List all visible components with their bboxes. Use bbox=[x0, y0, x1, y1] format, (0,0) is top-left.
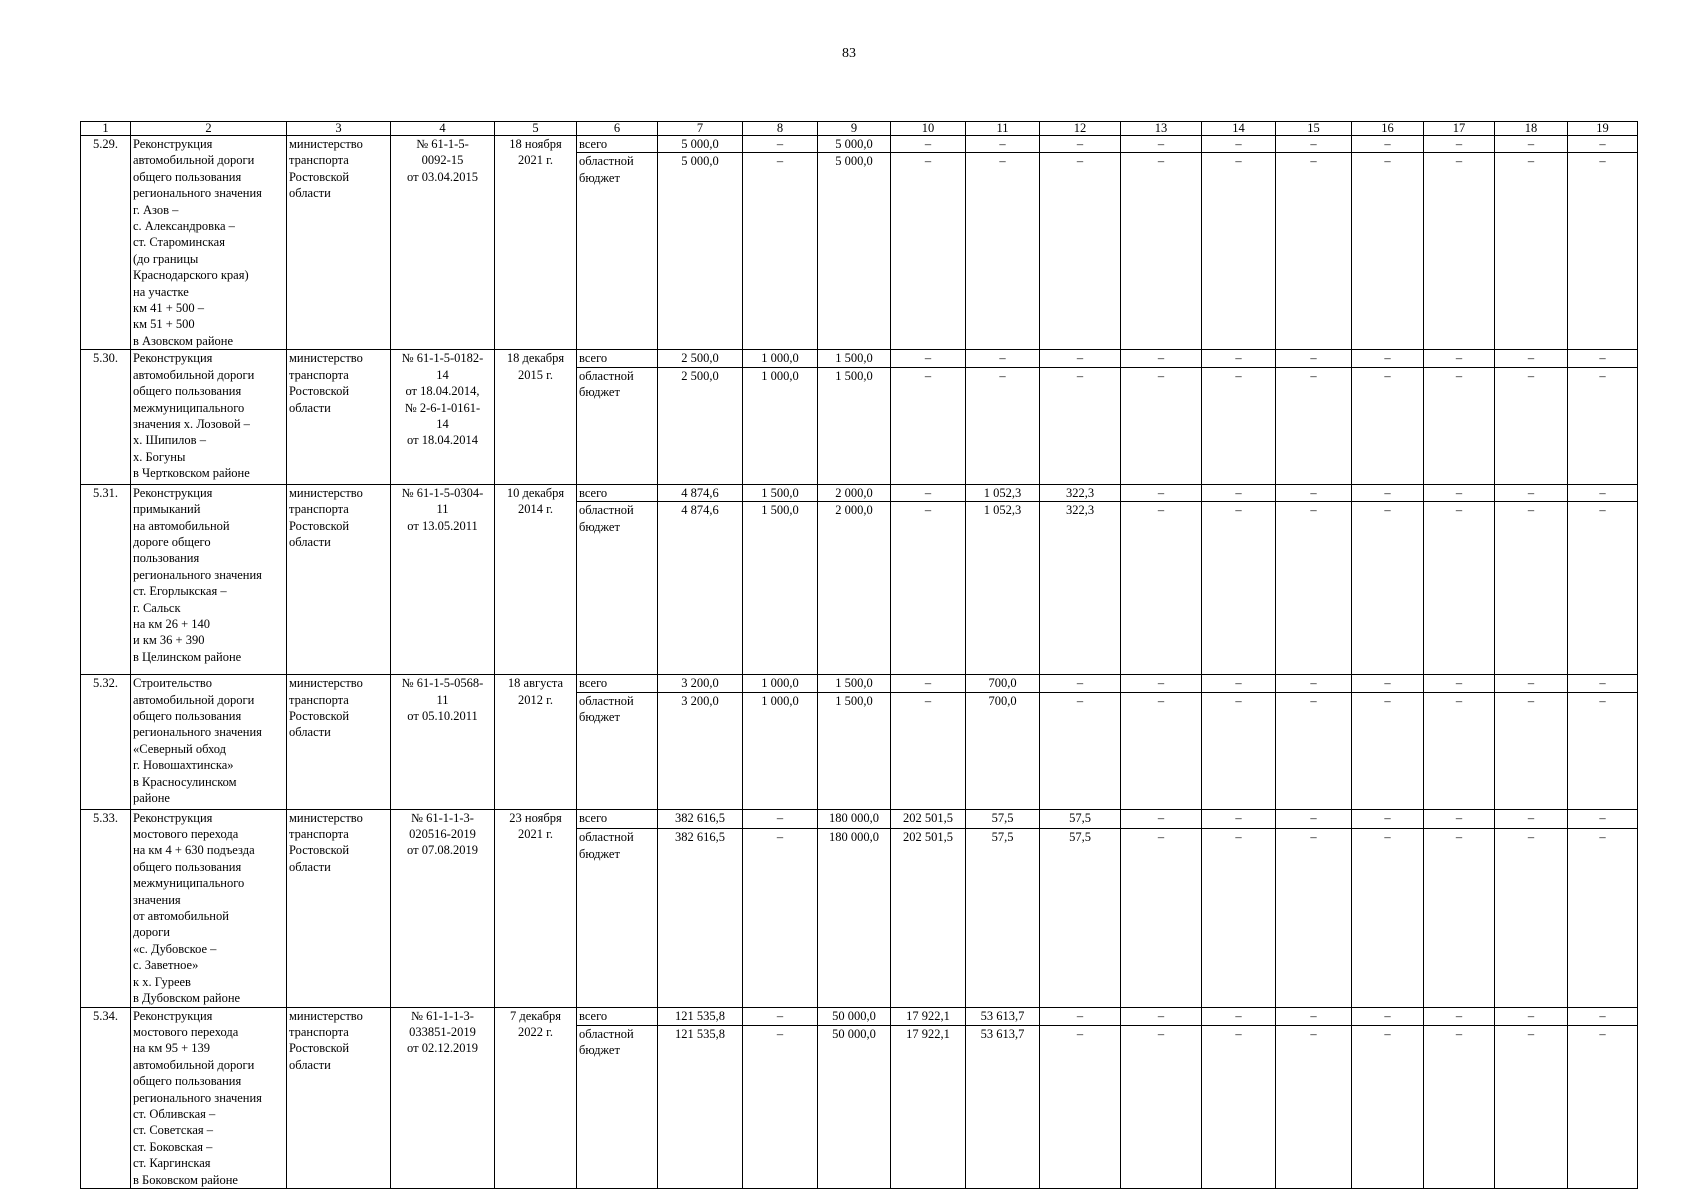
value-cell: 57,5 bbox=[1040, 809, 1121, 829]
value-cell: – bbox=[1352, 502, 1424, 675]
value-cell: – bbox=[1202, 1025, 1276, 1188]
customer-org: министерство транспорта Ростовской области bbox=[287, 350, 391, 484]
value-cell: – bbox=[1202, 350, 1276, 367]
value-cell: 1 500,0 bbox=[818, 692, 891, 809]
customer-org: министерство транспорта Ростовской области bbox=[287, 809, 391, 1007]
funding-source: всего bbox=[577, 350, 658, 367]
expertise-doc: № 61-1-5-0304- 11 от 13.05.2011 bbox=[391, 484, 495, 674]
value-cell: – bbox=[1121, 502, 1202, 675]
value-cell: 57,5 bbox=[966, 829, 1040, 1007]
column-number: 10 bbox=[891, 122, 966, 136]
value-cell: 57,5 bbox=[966, 809, 1040, 829]
column-number: 7 bbox=[658, 122, 743, 136]
value-cell: – bbox=[1495, 153, 1568, 350]
value-cell: – bbox=[1568, 829, 1638, 1007]
funding-source: областной бюджет bbox=[577, 153, 658, 350]
value-cell: 700,0 bbox=[966, 692, 1040, 809]
value-cell: – bbox=[1121, 1007, 1202, 1025]
value-cell: 1 000,0 bbox=[743, 675, 818, 692]
table-row bbox=[81, 675, 1638, 692]
value-cell: – bbox=[1202, 367, 1276, 484]
funding-source: областной бюджет bbox=[577, 692, 658, 809]
value-cell: 3 200,0 bbox=[658, 692, 743, 809]
value-cell: – bbox=[1276, 1025, 1352, 1188]
value-cell: – bbox=[966, 136, 1040, 153]
value-cell: – bbox=[1202, 502, 1276, 675]
value-cell: – bbox=[891, 367, 966, 484]
value-cell: – bbox=[1568, 502, 1638, 675]
value-cell: – bbox=[1495, 502, 1568, 675]
value-cell: – bbox=[1121, 367, 1202, 484]
table-row bbox=[81, 484, 1638, 501]
value-cell: 1 500,0 bbox=[818, 367, 891, 484]
value-cell: – bbox=[1040, 153, 1121, 350]
completion-date: 10 декабря 2014 г. bbox=[495, 484, 577, 674]
value-cell: – bbox=[891, 692, 966, 809]
item-number: 5.31. bbox=[81, 484, 131, 674]
column-number: 4 bbox=[391, 122, 495, 136]
column-number: 14 bbox=[1202, 122, 1276, 136]
value-cell: – bbox=[1424, 1007, 1495, 1025]
value-cell: – bbox=[1202, 1007, 1276, 1025]
value-cell: – bbox=[1352, 1025, 1424, 1188]
column-number: 9 bbox=[818, 122, 891, 136]
value-cell: – bbox=[1276, 484, 1352, 501]
expertise-doc: № 61-1-5-0182- 14 от 18.04.2014, № 2-6-1-0161- 14 от 18.04.2014 bbox=[391, 350, 495, 484]
item-number: 5.33. bbox=[81, 809, 131, 1007]
value-cell: 1 000,0 bbox=[743, 692, 818, 809]
value-cell: 1 500,0 bbox=[818, 675, 891, 692]
customer-org: министерство транспорта Ростовской области bbox=[287, 484, 391, 674]
completion-date: 18 августа 2012 г. bbox=[495, 675, 577, 809]
value-cell: 17 922,1 bbox=[891, 1007, 966, 1025]
funding-source: всего bbox=[577, 136, 658, 153]
value-cell: – bbox=[1276, 502, 1352, 675]
column-number: 15 bbox=[1276, 122, 1352, 136]
value-cell: 382 616,5 bbox=[658, 809, 743, 829]
column-number: 16 bbox=[1352, 122, 1424, 136]
expertise-doc: № 61-1-5- 0092-15 от 03.04.2015 bbox=[391, 136, 495, 350]
customer-org: министерство транспорта Ростовской области bbox=[287, 1007, 391, 1188]
value-cell: – bbox=[1424, 350, 1495, 367]
object-name: Реконструкция примыканий на автомобильной дороге общего пользования регионального значения ст. Егорлыкская – г. Сальск на км 26 + 140 и км 36 + 390 в Целинском районе bbox=[131, 484, 287, 674]
funding-source: всего bbox=[577, 484, 658, 501]
value-cell: 5 000,0 bbox=[658, 153, 743, 350]
value-cell: – bbox=[1202, 153, 1276, 350]
value-cell: 5 000,0 bbox=[818, 136, 891, 153]
value-cell: – bbox=[891, 153, 966, 350]
value-cell: – bbox=[891, 136, 966, 153]
page-number: 83 bbox=[842, 46, 856, 61]
value-cell: – bbox=[1121, 484, 1202, 501]
funding-source: областной бюджет bbox=[577, 367, 658, 484]
value-cell: – bbox=[1276, 367, 1352, 484]
item-number: 5.34. bbox=[81, 1007, 131, 1188]
column-number-row bbox=[81, 122, 1638, 136]
value-cell: – bbox=[1495, 675, 1568, 692]
value-cell: 1 000,0 bbox=[743, 350, 818, 367]
value-cell: 50 000,0 bbox=[818, 1007, 891, 1025]
value-cell: – bbox=[1568, 484, 1638, 501]
value-cell: – bbox=[1121, 675, 1202, 692]
value-cell: – bbox=[1121, 136, 1202, 153]
value-cell: – bbox=[891, 484, 966, 501]
value-cell: 180 000,0 bbox=[818, 829, 891, 1007]
value-cell: 50 000,0 bbox=[818, 1025, 891, 1188]
value-cell: 700,0 bbox=[966, 675, 1040, 692]
item-number: 5.30. bbox=[81, 350, 131, 484]
value-cell: – bbox=[1424, 484, 1495, 501]
value-cell: 1 052,3 bbox=[966, 484, 1040, 501]
column-number: 17 bbox=[1424, 122, 1495, 136]
value-cell: – bbox=[1040, 136, 1121, 153]
investment-table bbox=[80, 121, 1638, 1189]
value-cell: 4 874,6 bbox=[658, 484, 743, 501]
value-cell: – bbox=[743, 829, 818, 1007]
column-number: 13 bbox=[1121, 122, 1202, 136]
value-cell: – bbox=[1352, 367, 1424, 484]
value-cell: 17 922,1 bbox=[891, 1025, 966, 1188]
value-cell: – bbox=[1495, 367, 1568, 484]
object-name: Реконструкция автомобильной дороги общего пользования межмуниципального значения х. Лозовой – х. Шипилов – х. Богуны в Чертковском районе bbox=[131, 350, 287, 484]
value-cell: – bbox=[1495, 809, 1568, 829]
value-cell: 382 616,5 bbox=[658, 829, 743, 1007]
value-cell: – bbox=[966, 367, 1040, 484]
column-number: 18 bbox=[1495, 122, 1568, 136]
value-cell: 1 052,3 bbox=[966, 502, 1040, 675]
value-cell: – bbox=[1568, 809, 1638, 829]
column-number: 1 bbox=[81, 122, 131, 136]
value-cell: – bbox=[1424, 829, 1495, 1007]
value-cell: – bbox=[966, 153, 1040, 350]
table-row bbox=[81, 136, 1638, 153]
column-number: 8 bbox=[743, 122, 818, 136]
value-cell: 2 500,0 bbox=[658, 367, 743, 484]
value-cell: – bbox=[1202, 809, 1276, 829]
value-cell: – bbox=[1276, 136, 1352, 153]
column-number: 6 bbox=[577, 122, 658, 136]
value-cell: – bbox=[1276, 675, 1352, 692]
value-cell: – bbox=[1276, 692, 1352, 809]
value-cell: – bbox=[1121, 350, 1202, 367]
value-cell: – bbox=[1276, 809, 1352, 829]
value-cell: – bbox=[1040, 1007, 1121, 1025]
value-cell: – bbox=[891, 350, 966, 367]
completion-date: 18 ноября 2021 г. bbox=[495, 136, 577, 350]
value-cell: 322,3 bbox=[1040, 484, 1121, 501]
column-number: 3 bbox=[287, 122, 391, 136]
value-cell: – bbox=[1495, 350, 1568, 367]
value-cell: – bbox=[1495, 692, 1568, 809]
value-cell: – bbox=[1352, 692, 1424, 809]
funding-source: всего bbox=[577, 809, 658, 829]
table-row bbox=[81, 350, 1638, 367]
value-cell: 57,5 bbox=[1040, 829, 1121, 1007]
value-cell: – bbox=[1568, 675, 1638, 692]
value-cell: 202 501,5 bbox=[891, 809, 966, 829]
value-cell: – bbox=[1121, 153, 1202, 350]
value-cell: – bbox=[1424, 367, 1495, 484]
value-cell: – bbox=[966, 350, 1040, 367]
value-cell: – bbox=[1276, 153, 1352, 350]
value-cell: – bbox=[1495, 136, 1568, 153]
funding-source: областной бюджет bbox=[577, 829, 658, 1007]
completion-date: 7 декабря 2022 г. bbox=[495, 1007, 577, 1188]
value-cell: 1 500,0 bbox=[743, 502, 818, 675]
value-cell: – bbox=[1352, 136, 1424, 153]
value-cell: 121 535,8 bbox=[658, 1007, 743, 1025]
object-name: Реконструкция автомобильной дороги общего пользования регионального значения г. Азов – с. Александровка – ст. Староминская (до границы Краснодарского края) на участке км 41 + 500 – км 51 + 500 в Азовском районе bbox=[131, 136, 287, 350]
value-cell: 53 613,7 bbox=[966, 1007, 1040, 1025]
value-cell: – bbox=[1352, 350, 1424, 367]
value-cell: 202 501,5 bbox=[891, 829, 966, 1007]
value-cell: 2 500,0 bbox=[658, 350, 743, 367]
value-cell: – bbox=[1495, 1007, 1568, 1025]
value-cell: – bbox=[1424, 502, 1495, 675]
value-cell: – bbox=[1352, 809, 1424, 829]
value-cell: 5 000,0 bbox=[658, 136, 743, 153]
column-number: 19 bbox=[1568, 122, 1638, 136]
value-cell: – bbox=[1352, 829, 1424, 1007]
value-cell: – bbox=[1424, 692, 1495, 809]
value-cell: 5 000,0 bbox=[818, 153, 891, 350]
value-cell: – bbox=[1040, 692, 1121, 809]
value-cell: – bbox=[743, 136, 818, 153]
value-cell: – bbox=[1495, 829, 1568, 1007]
expertise-doc: № 61-1-1-3- 020516-2019 от 07.08.2019 bbox=[391, 809, 495, 1007]
item-number: 5.32. bbox=[81, 675, 131, 809]
value-cell: – bbox=[1202, 675, 1276, 692]
value-cell: – bbox=[1352, 675, 1424, 692]
column-number: 11 bbox=[966, 122, 1040, 136]
value-cell: 1 500,0 bbox=[743, 484, 818, 501]
expertise-doc: № 61-1-5-0568- 11 от 05.10.2011 bbox=[391, 675, 495, 809]
funding-source: всего bbox=[577, 675, 658, 692]
value-cell: – bbox=[1276, 1007, 1352, 1025]
value-cell: – bbox=[1568, 350, 1638, 367]
column-number: 5 bbox=[495, 122, 577, 136]
value-cell: – bbox=[1568, 136, 1638, 153]
value-cell: – bbox=[1040, 1025, 1121, 1188]
value-cell: – bbox=[1352, 1007, 1424, 1025]
customer-org: министерство транспорта Ростовской области bbox=[287, 675, 391, 809]
value-cell: 4 874,6 bbox=[658, 502, 743, 675]
funding-source: областной бюджет bbox=[577, 502, 658, 675]
value-cell: – bbox=[1202, 829, 1276, 1007]
column-number: 12 bbox=[1040, 122, 1121, 136]
object-name: Реконструкция мостового перехода на км 95 + 139 автомобильной дороги общего пользования регионального значения ст. Обливская – ст. Советская – ст. Боковская – ст. Каргинская в Боковском районе bbox=[131, 1007, 287, 1188]
funding-source: всего bbox=[577, 1007, 658, 1025]
table-row bbox=[81, 1007, 1638, 1025]
expertise-doc: № 61-1-1-3- 033851-2019 от 02.12.2019 bbox=[391, 1007, 495, 1188]
value-cell: – bbox=[1424, 1025, 1495, 1188]
value-cell: 322,3 bbox=[1040, 502, 1121, 675]
value-cell: – bbox=[1121, 1025, 1202, 1188]
object-name: Строительство автомобильной дороги общего пользования регионального значения «Северный обход г. Новошахтинска» в Красносулинском районе bbox=[131, 675, 287, 809]
value-cell: – bbox=[1424, 675, 1495, 692]
value-cell: – bbox=[1424, 809, 1495, 829]
value-cell: 2 000,0 bbox=[818, 484, 891, 501]
value-cell: 2 000,0 bbox=[818, 502, 891, 675]
value-cell: 53 613,7 bbox=[966, 1025, 1040, 1188]
value-cell: 1 500,0 bbox=[818, 350, 891, 367]
value-cell: – bbox=[891, 502, 966, 675]
value-cell: – bbox=[1568, 1025, 1638, 1188]
value-cell: – bbox=[743, 1007, 818, 1025]
value-cell: – bbox=[1424, 136, 1495, 153]
value-cell: – bbox=[1121, 692, 1202, 809]
value-cell: – bbox=[1276, 350, 1352, 367]
completion-date: 23 ноября 2021 г. bbox=[495, 809, 577, 1007]
completion-date: 18 декабря 2015 г. bbox=[495, 350, 577, 484]
value-cell: – bbox=[743, 1025, 818, 1188]
value-cell: – bbox=[1040, 367, 1121, 484]
value-cell: 3 200,0 bbox=[658, 675, 743, 692]
value-cell: 1 000,0 bbox=[743, 367, 818, 484]
value-cell: 121 535,8 bbox=[658, 1025, 743, 1188]
value-cell: – bbox=[1121, 829, 1202, 1007]
value-cell: – bbox=[1568, 153, 1638, 350]
value-cell: – bbox=[1568, 367, 1638, 484]
value-cell: – bbox=[1424, 153, 1495, 350]
value-cell: – bbox=[1040, 350, 1121, 367]
table-row bbox=[81, 809, 1638, 829]
object-name: Реконструкция мостового перехода на км 4 + 630 подъезда общего пользования межмуниципального значения от автомобильной дороги «с. Дубовское – с. Заветное» к х. Гуреев в Дубовском районе bbox=[131, 809, 287, 1007]
value-cell: – bbox=[1495, 1025, 1568, 1188]
customer-org: министерство транспорта Ростовской области bbox=[287, 136, 391, 350]
value-cell: – bbox=[1121, 809, 1202, 829]
column-number: 2 bbox=[131, 122, 287, 136]
value-cell: – bbox=[1202, 484, 1276, 501]
value-cell: – bbox=[1352, 484, 1424, 501]
funding-source: областной бюджет bbox=[577, 1025, 658, 1188]
item-number: 5.29. bbox=[81, 136, 131, 350]
value-cell: 180 000,0 bbox=[818, 809, 891, 829]
value-cell: – bbox=[1568, 1007, 1638, 1025]
value-cell: – bbox=[1202, 692, 1276, 809]
value-cell: – bbox=[1040, 675, 1121, 692]
value-cell: – bbox=[891, 675, 966, 692]
value-cell: – bbox=[1202, 136, 1276, 153]
value-cell: – bbox=[1495, 484, 1568, 501]
value-cell: – bbox=[1276, 829, 1352, 1007]
value-cell: – bbox=[1568, 692, 1638, 809]
value-cell: – bbox=[743, 809, 818, 829]
value-cell: – bbox=[743, 153, 818, 350]
value-cell: – bbox=[1352, 153, 1424, 350]
